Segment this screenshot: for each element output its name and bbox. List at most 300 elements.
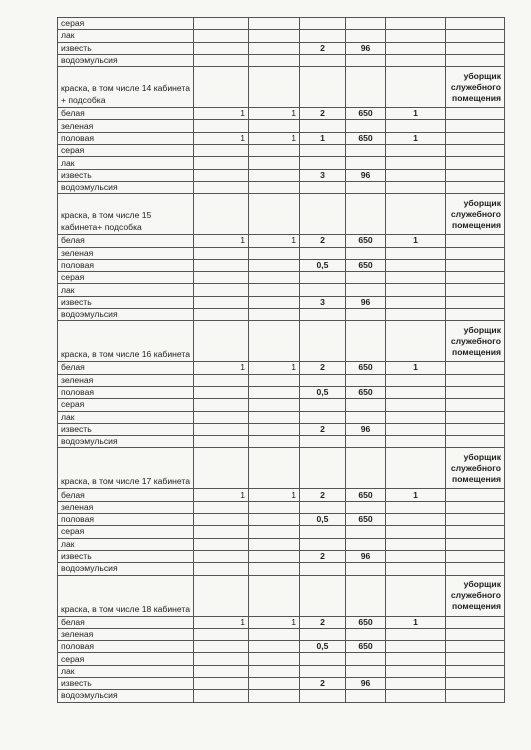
table-row bbox=[58, 259, 505, 271]
qty-col-1 bbox=[194, 321, 249, 362]
qty-col-4 bbox=[386, 309, 446, 321]
section-header-row bbox=[58, 448, 505, 489]
qty-col-1: 1 bbox=[194, 235, 249, 247]
table-row bbox=[58, 616, 505, 628]
role-label bbox=[446, 628, 505, 640]
table-row bbox=[58, 362, 505, 374]
material-name: половая bbox=[58, 132, 194, 144]
price-col bbox=[346, 120, 386, 132]
role-label bbox=[446, 374, 505, 386]
qty-col-2 bbox=[249, 386, 300, 398]
table-row bbox=[58, 181, 505, 193]
qty-col-4 bbox=[386, 538, 446, 550]
material-name: зеленая bbox=[58, 374, 194, 386]
qty-col-2 bbox=[249, 538, 300, 550]
material-name: водоэмульсия bbox=[58, 181, 194, 193]
price-col bbox=[346, 54, 386, 66]
qty-col-2 bbox=[249, 448, 300, 489]
qty-col-1 bbox=[194, 690, 249, 702]
material-name: краска, в том числе 17 кабинета bbox=[58, 448, 194, 489]
qty-col-3: 0,5 bbox=[300, 641, 346, 653]
qty-col-3 bbox=[300, 247, 346, 259]
qty-col-2 bbox=[249, 157, 300, 169]
qty-col-2 bbox=[249, 194, 300, 235]
qty-col-1 bbox=[194, 30, 249, 42]
qty-col-1: 1 bbox=[194, 132, 249, 144]
qty-col-4 bbox=[386, 194, 446, 235]
qty-col-2 bbox=[249, 575, 300, 616]
qty-col-4 bbox=[386, 284, 446, 296]
qty-col-2 bbox=[249, 54, 300, 66]
role-label bbox=[446, 247, 505, 259]
table-row bbox=[58, 386, 505, 398]
qty-col-2 bbox=[249, 399, 300, 411]
table-row bbox=[58, 411, 505, 423]
qty-col-3 bbox=[300, 321, 346, 362]
role-label bbox=[446, 641, 505, 653]
role-label bbox=[446, 362, 505, 374]
qty-col-3: 2 bbox=[300, 550, 346, 562]
material-name: лак bbox=[58, 157, 194, 169]
material-name: зеленая bbox=[58, 120, 194, 132]
qty-col-2: 1 bbox=[249, 235, 300, 247]
qty-col-4 bbox=[386, 181, 446, 193]
table-row bbox=[58, 514, 505, 526]
qty-col-1 bbox=[194, 181, 249, 193]
qty-col-1 bbox=[194, 411, 249, 423]
qty-col-3 bbox=[300, 563, 346, 575]
price-col bbox=[346, 538, 386, 550]
price-col: 650 bbox=[346, 235, 386, 247]
qty-col-3 bbox=[300, 67, 346, 108]
qty-col-3 bbox=[300, 272, 346, 284]
role-label bbox=[446, 120, 505, 132]
qty-col-4 bbox=[386, 526, 446, 538]
material-name: белая bbox=[58, 235, 194, 247]
price-col: 650 bbox=[346, 132, 386, 144]
qty-col-3 bbox=[300, 194, 346, 235]
qty-col-1: 1 bbox=[194, 616, 249, 628]
table-row bbox=[58, 563, 505, 575]
table-row bbox=[58, 653, 505, 665]
role-label bbox=[446, 296, 505, 308]
qty-col-3 bbox=[300, 399, 346, 411]
price-col: 96 bbox=[346, 42, 386, 54]
qty-col-2 bbox=[249, 181, 300, 193]
role-label bbox=[446, 423, 505, 435]
material-name: водоэмульсия bbox=[58, 563, 194, 575]
role-label bbox=[446, 563, 505, 575]
table-row bbox=[58, 235, 505, 247]
qty-col-1 bbox=[194, 550, 249, 562]
qty-col-4 bbox=[386, 374, 446, 386]
qty-col-1 bbox=[194, 42, 249, 54]
qty-col-4 bbox=[386, 67, 446, 108]
role-label bbox=[446, 653, 505, 665]
role-label bbox=[446, 538, 505, 550]
qty-col-3: 1 bbox=[300, 132, 346, 144]
material-name: серая bbox=[58, 526, 194, 538]
qty-col-4 bbox=[386, 436, 446, 448]
qty-col-4 bbox=[386, 54, 446, 66]
material-name: серая bbox=[58, 653, 194, 665]
qty-col-3: 2 bbox=[300, 108, 346, 120]
table-row bbox=[58, 120, 505, 132]
qty-col-4 bbox=[386, 296, 446, 308]
qty-col-3 bbox=[300, 690, 346, 702]
qty-col-1 bbox=[194, 436, 249, 448]
qty-col-4 bbox=[386, 169, 446, 181]
qty-col-4: 1 bbox=[386, 489, 446, 501]
qty-col-1 bbox=[194, 423, 249, 435]
qty-col-3: 0,5 bbox=[300, 514, 346, 526]
qty-col-4 bbox=[386, 18, 446, 30]
price-col bbox=[346, 321, 386, 362]
role-label bbox=[446, 616, 505, 628]
qty-col-3 bbox=[300, 157, 346, 169]
price-col: 96 bbox=[346, 169, 386, 181]
price-col: 96 bbox=[346, 296, 386, 308]
qty-col-2: 1 bbox=[249, 362, 300, 374]
table-row bbox=[58, 309, 505, 321]
role-label bbox=[446, 54, 505, 66]
table-row bbox=[58, 538, 505, 550]
qty-col-4 bbox=[386, 423, 446, 435]
qty-col-1 bbox=[194, 563, 249, 575]
price-col: 650 bbox=[346, 362, 386, 374]
material-name: белая bbox=[58, 489, 194, 501]
price-col bbox=[346, 665, 386, 677]
material-name: половая bbox=[58, 386, 194, 398]
material-name: известь bbox=[58, 423, 194, 435]
qty-col-1 bbox=[194, 157, 249, 169]
table-row bbox=[58, 374, 505, 386]
qty-col-3: 2 bbox=[300, 677, 346, 689]
qty-col-1 bbox=[194, 665, 249, 677]
price-col bbox=[346, 18, 386, 30]
qty-col-3 bbox=[300, 309, 346, 321]
price-col bbox=[346, 653, 386, 665]
price-col bbox=[346, 30, 386, 42]
qty-col-1 bbox=[194, 67, 249, 108]
qty-col-1 bbox=[194, 501, 249, 513]
price-col bbox=[346, 247, 386, 259]
qty-col-1 bbox=[194, 272, 249, 284]
qty-col-2 bbox=[249, 374, 300, 386]
qty-col-1 bbox=[194, 575, 249, 616]
materials-table bbox=[57, 17, 505, 703]
price-col bbox=[346, 181, 386, 193]
qty-col-3 bbox=[300, 284, 346, 296]
qty-col-4 bbox=[386, 247, 446, 259]
table-row bbox=[58, 247, 505, 259]
table-row bbox=[58, 132, 505, 144]
qty-col-1 bbox=[194, 120, 249, 132]
qty-col-3: 2 bbox=[300, 489, 346, 501]
table-row bbox=[58, 145, 505, 157]
role-label bbox=[446, 489, 505, 501]
table-row bbox=[58, 677, 505, 689]
price-col bbox=[346, 501, 386, 513]
qty-col-2: 1 bbox=[249, 616, 300, 628]
qty-col-1 bbox=[194, 514, 249, 526]
qty-col-2 bbox=[249, 145, 300, 157]
role-label bbox=[446, 411, 505, 423]
price-col bbox=[346, 436, 386, 448]
role-label bbox=[446, 30, 505, 42]
role-label bbox=[446, 145, 505, 157]
material-name: серая bbox=[58, 272, 194, 284]
table-row bbox=[58, 42, 505, 54]
qty-col-2 bbox=[249, 653, 300, 665]
qty-col-1: 1 bbox=[194, 489, 249, 501]
qty-col-3 bbox=[300, 575, 346, 616]
table-row bbox=[58, 436, 505, 448]
role-label bbox=[446, 284, 505, 296]
qty-col-4 bbox=[386, 42, 446, 54]
qty-col-3: 2 bbox=[300, 616, 346, 628]
qty-col-1: 1 bbox=[194, 108, 249, 120]
qty-col-2 bbox=[249, 169, 300, 181]
role-label bbox=[446, 169, 505, 181]
table-row bbox=[58, 272, 505, 284]
qty-col-1 bbox=[194, 54, 249, 66]
qty-col-2: 1 bbox=[249, 132, 300, 144]
qty-col-4 bbox=[386, 690, 446, 702]
material-name: известь bbox=[58, 677, 194, 689]
qty-col-3 bbox=[300, 436, 346, 448]
qty-col-4: 1 bbox=[386, 132, 446, 144]
price-col bbox=[346, 575, 386, 616]
qty-col-2 bbox=[249, 514, 300, 526]
qty-col-4 bbox=[386, 259, 446, 271]
role-label: уборщик служебного помещения bbox=[446, 321, 505, 362]
qty-col-4 bbox=[386, 550, 446, 562]
table-row bbox=[58, 526, 505, 538]
qty-col-4: 1 bbox=[386, 108, 446, 120]
section-header-row bbox=[58, 194, 505, 235]
material-name: краска, в том числе 18 кабинета bbox=[58, 575, 194, 616]
material-name: лак bbox=[58, 284, 194, 296]
qty-col-2 bbox=[249, 296, 300, 308]
table-row bbox=[58, 550, 505, 562]
qty-col-3: 2 bbox=[300, 235, 346, 247]
qty-col-1 bbox=[194, 628, 249, 640]
price-col: 650 bbox=[346, 259, 386, 271]
qty-col-2 bbox=[249, 321, 300, 362]
qty-col-2: 1 bbox=[249, 489, 300, 501]
material-name: зеленая bbox=[58, 247, 194, 259]
role-label: уборщик служебного помещения bbox=[446, 194, 505, 235]
qty-col-2 bbox=[249, 501, 300, 513]
role-label bbox=[446, 677, 505, 689]
qty-col-4 bbox=[386, 30, 446, 42]
price-col bbox=[346, 448, 386, 489]
qty-col-1 bbox=[194, 448, 249, 489]
qty-col-2 bbox=[249, 550, 300, 562]
material-name: краска, в том числе 15 кабинета+ подсобка bbox=[58, 194, 194, 235]
qty-col-4 bbox=[386, 386, 446, 398]
qty-col-3 bbox=[300, 30, 346, 42]
material-name: известь bbox=[58, 550, 194, 562]
role-label bbox=[446, 386, 505, 398]
price-col: 96 bbox=[346, 677, 386, 689]
qty-col-3: 2 bbox=[300, 362, 346, 374]
material-name: водоэмульсия bbox=[58, 309, 194, 321]
table-row bbox=[58, 399, 505, 411]
price-col bbox=[346, 284, 386, 296]
material-name: краска, в том числе 14 кабинета + подсобка bbox=[58, 67, 194, 108]
qty-col-3: 2 bbox=[300, 42, 346, 54]
table-row bbox=[58, 489, 505, 501]
qty-col-3 bbox=[300, 145, 346, 157]
qty-col-3 bbox=[300, 120, 346, 132]
table-row bbox=[58, 18, 505, 30]
qty-col-4 bbox=[386, 514, 446, 526]
qty-col-3: 0,5 bbox=[300, 386, 346, 398]
table-row bbox=[58, 157, 505, 169]
qty-col-1 bbox=[194, 247, 249, 259]
price-col bbox=[346, 374, 386, 386]
qty-col-1: 1 bbox=[194, 362, 249, 374]
table-row bbox=[58, 423, 505, 435]
qty-col-4 bbox=[386, 321, 446, 362]
price-col: 650 bbox=[346, 641, 386, 653]
price-col: 650 bbox=[346, 386, 386, 398]
qty-col-4: 1 bbox=[386, 616, 446, 628]
qty-col-2 bbox=[249, 247, 300, 259]
qty-col-2 bbox=[249, 309, 300, 321]
qty-col-1 bbox=[194, 194, 249, 235]
material-name: белая bbox=[58, 362, 194, 374]
qty-col-3: 0,5 bbox=[300, 259, 346, 271]
qty-col-2 bbox=[249, 436, 300, 448]
role-label bbox=[446, 399, 505, 411]
qty-col-1 bbox=[194, 653, 249, 665]
table-row bbox=[58, 284, 505, 296]
role-label: уборщик служебного помещения bbox=[446, 575, 505, 616]
material-name: лак bbox=[58, 538, 194, 550]
price-col bbox=[346, 690, 386, 702]
qty-col-4: 1 bbox=[386, 235, 446, 247]
qty-col-3: 3 bbox=[300, 296, 346, 308]
material-name: лак bbox=[58, 30, 194, 42]
qty-col-2 bbox=[249, 272, 300, 284]
role-label bbox=[446, 526, 505, 538]
material-name: серая bbox=[58, 18, 194, 30]
qty-col-1 bbox=[194, 641, 249, 653]
qty-col-2: 1 bbox=[249, 108, 300, 120]
section-header-row bbox=[58, 321, 505, 362]
table-row bbox=[58, 296, 505, 308]
price-col: 650 bbox=[346, 108, 386, 120]
qty-col-1 bbox=[194, 386, 249, 398]
qty-col-2 bbox=[249, 677, 300, 689]
material-name: известь bbox=[58, 296, 194, 308]
material-name: половая bbox=[58, 514, 194, 526]
qty-col-1 bbox=[194, 169, 249, 181]
qty-col-4 bbox=[386, 411, 446, 423]
qty-col-3 bbox=[300, 448, 346, 489]
material-name: серая bbox=[58, 145, 194, 157]
role-label bbox=[446, 157, 505, 169]
material-name: зеленая bbox=[58, 628, 194, 640]
qty-col-4 bbox=[386, 665, 446, 677]
material-name: известь bbox=[58, 169, 194, 181]
table-row bbox=[58, 690, 505, 702]
qty-col-4 bbox=[386, 641, 446, 653]
qty-col-4 bbox=[386, 563, 446, 575]
qty-col-1 bbox=[194, 259, 249, 271]
price-col bbox=[346, 145, 386, 157]
qty-col-1 bbox=[194, 538, 249, 550]
price-col bbox=[346, 272, 386, 284]
price-col: 650 bbox=[346, 489, 386, 501]
price-col: 650 bbox=[346, 616, 386, 628]
price-col bbox=[346, 309, 386, 321]
qty-col-2 bbox=[249, 42, 300, 54]
role-label bbox=[446, 18, 505, 30]
qty-col-2 bbox=[249, 259, 300, 271]
qty-col-4 bbox=[386, 501, 446, 513]
qty-col-2 bbox=[249, 641, 300, 653]
price-col bbox=[346, 411, 386, 423]
price-col: 96 bbox=[346, 550, 386, 562]
material-name: серая bbox=[58, 399, 194, 411]
role-label bbox=[446, 272, 505, 284]
qty-col-4 bbox=[386, 628, 446, 640]
qty-col-2 bbox=[249, 30, 300, 42]
qty-col-2 bbox=[249, 18, 300, 30]
role-label bbox=[446, 235, 505, 247]
role-label bbox=[446, 132, 505, 144]
qty-col-1 bbox=[194, 145, 249, 157]
material-name: лак bbox=[58, 665, 194, 677]
table-row bbox=[58, 501, 505, 513]
qty-col-1 bbox=[194, 284, 249, 296]
role-label bbox=[446, 690, 505, 702]
table-row bbox=[58, 108, 505, 120]
section-header-row bbox=[58, 67, 505, 108]
price-col bbox=[346, 194, 386, 235]
price-col bbox=[346, 526, 386, 538]
role-label bbox=[446, 42, 505, 54]
qty-col-2 bbox=[249, 665, 300, 677]
price-col bbox=[346, 67, 386, 108]
price-col bbox=[346, 628, 386, 640]
qty-col-3 bbox=[300, 628, 346, 640]
role-label bbox=[446, 259, 505, 271]
qty-col-3 bbox=[300, 411, 346, 423]
qty-col-2 bbox=[249, 628, 300, 640]
qty-col-3 bbox=[300, 374, 346, 386]
role-label bbox=[446, 309, 505, 321]
material-name: краска, в том числе 16 кабинета bbox=[58, 321, 194, 362]
material-name: половая bbox=[58, 259, 194, 271]
role-label bbox=[446, 108, 505, 120]
role-label: уборщик служебного помещения bbox=[446, 67, 505, 108]
section-header-row bbox=[58, 575, 505, 616]
qty-col-2 bbox=[249, 284, 300, 296]
table-row bbox=[58, 628, 505, 640]
qty-col-4 bbox=[386, 677, 446, 689]
qty-col-3 bbox=[300, 54, 346, 66]
material-name: водоэмульсия bbox=[58, 54, 194, 66]
role-label bbox=[446, 514, 505, 526]
role-label bbox=[446, 665, 505, 677]
qty-col-4 bbox=[386, 399, 446, 411]
qty-col-3 bbox=[300, 501, 346, 513]
